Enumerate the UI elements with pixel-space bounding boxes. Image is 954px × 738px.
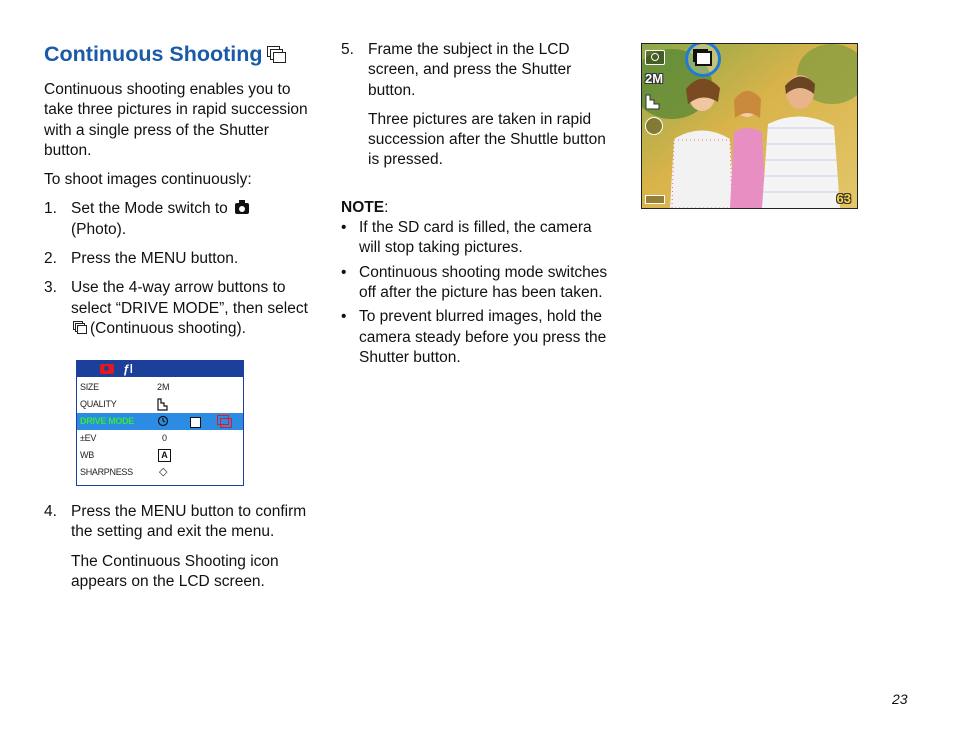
left-column (44, 40, 314, 348)
step-2: 2. Press the MENU button. (44, 250, 239, 268)
continuous-shooting-icon (217, 415, 233, 428)
single-shot-icon (190, 417, 201, 428)
auto-wb-icon: A (158, 449, 171, 462)
camera-icon (100, 364, 114, 374)
family-photo (642, 44, 857, 208)
note-heading: NOTE: (341, 198, 389, 216)
step-5: 5. Frame the subject in the LCD screen, and press the Shutter button. (341, 41, 572, 99)
step-4-detail: The Continuous Shooting icon appears on the LCD screen. (71, 552, 279, 590)
menu-row-quality: QUALITY (77, 396, 243, 413)
camera-menu-screenshot (76, 360, 244, 486)
flash-icon (645, 117, 663, 135)
step-4: 4. Press the MENU button to confirm the setting and exit the menu. (44, 503, 307, 541)
continuous-shooting-icon (73, 321, 88, 335)
lcd-preview-photo (641, 43, 858, 209)
step-3: 3. Use the 4-way arrow buttons to select “DRIVE MODE”, then select (Continuous shooting). (44, 279, 308, 337)
menu-row-ev: ±EV 0 (80, 433, 168, 443)
to-shoot-text: To shoot images continuously: (44, 171, 252, 189)
step-5-detail: Three pictures are taken in rapid succession after the Shuttle button is pressed. (368, 110, 606, 169)
camera-icon (235, 203, 249, 214)
note-item: • If the SD card is filled, the camera will stop taking pictures. (341, 219, 592, 257)
shots-remaining: 63 (836, 191, 851, 206)
step-1: 1. Set the Mode switch to (Photo). (44, 199, 314, 240)
step-4-block (44, 502, 314, 601)
quality-icon (645, 94, 661, 110)
tools-icon: ƒǀ (123, 362, 134, 376)
quality-icon (157, 398, 170, 411)
page-title: Continuous Shooting (44, 40, 314, 68)
intro-text: Continuous shooting enables you to take three pictures in rapid succession with a single press of the Shutter button. (44, 81, 308, 159)
note-item: • To prevent blurred images, hold the camera steady before you press the Shutter button. (341, 308, 607, 366)
self-timer-icon (157, 415, 171, 428)
note-item: • Continuous shooting mode switches off after the picture has been taken. (341, 263, 608, 301)
menu-row-sharpness: SHARPNESS ◇ (80, 466, 168, 478)
menu-row-size: SIZE 2M (80, 382, 170, 392)
camera-mode-icon (645, 50, 665, 65)
battery-icon (645, 195, 665, 204)
middle-column (341, 40, 611, 372)
menu-row-wb: WB A (77, 447, 243, 464)
page-number: 23 (892, 691, 908, 707)
continuous-shooting-icon (267, 46, 286, 63)
menu-row-drive-mode: DRIVE MODE (77, 413, 243, 430)
menu-tab-bar (77, 361, 243, 377)
image-size-label: 2M (645, 71, 664, 86)
